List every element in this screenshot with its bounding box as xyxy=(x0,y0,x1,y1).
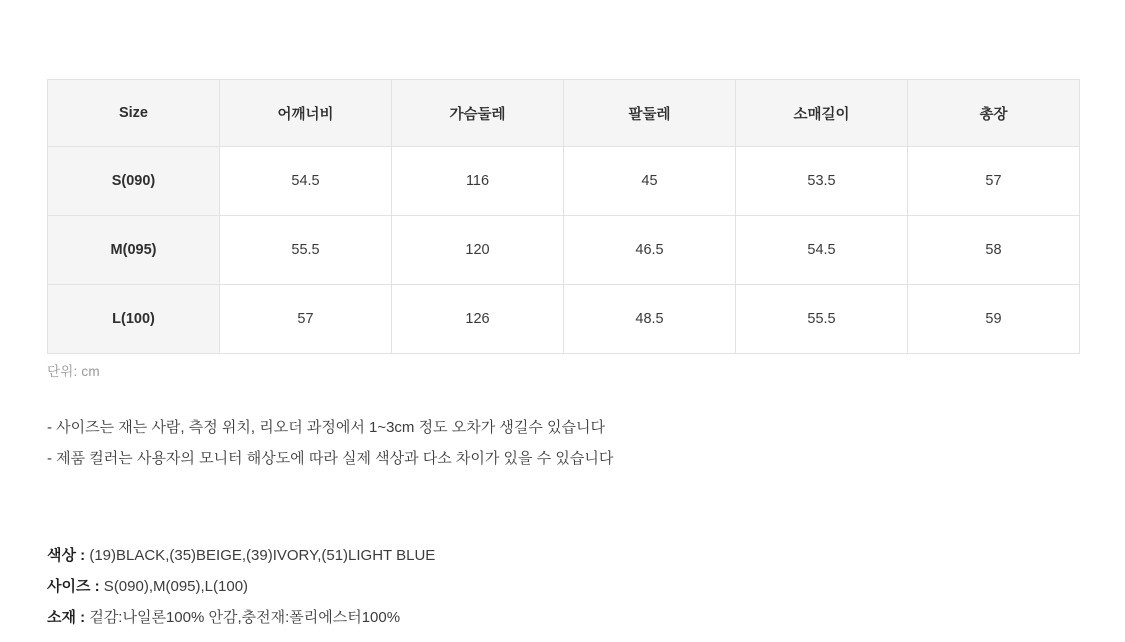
spec-line-size xyxy=(47,571,997,602)
table-cell-sleeve: 53.5 xyxy=(736,147,908,216)
table-cell-length: 59 xyxy=(908,285,1080,354)
note-line-color-difference: - 제품 컬러는 사용자의 모니터 해상도에 따라 실제 색상과 다소 차이가 있을 수 있습니다 xyxy=(47,450,614,467)
spec-label-color: 색상 : xyxy=(47,547,86,564)
table-cell-shoulder: 57 xyxy=(220,285,392,354)
table-cell-length: 58 xyxy=(908,216,1080,285)
size-chart xyxy=(47,79,1079,354)
spec-value-color: (19)BLACK,(35)BEIGE,(39)IVORY,(51)LIGHT BLUE xyxy=(85,547,436,564)
table-cell-arm: 48.5 xyxy=(564,285,736,354)
spec-value-size: S(090),M(095),L(100) xyxy=(99,578,249,595)
spec-line-color xyxy=(47,540,997,571)
table-header-cell-arm: 팔둘레 xyxy=(564,80,736,147)
table-header-cell-size: Size xyxy=(48,80,220,147)
table-cell-chest: 126 xyxy=(392,285,564,354)
table-cell-arm: 45 xyxy=(564,147,736,216)
table-cell-length: 57 xyxy=(908,147,1080,216)
table-header-row xyxy=(48,80,1080,147)
page-bottom-clip xyxy=(0,636,1125,642)
table-cell-sleeve: 54.5 xyxy=(736,216,908,285)
table-cell-chest: 116 xyxy=(392,147,564,216)
spec-line-material xyxy=(47,602,997,633)
size-table xyxy=(47,79,1080,354)
table-cell-arm: 46.5 xyxy=(564,216,736,285)
spec-value-material: 겉감:나일론100% 안감,충전재:폴리에스터100% xyxy=(85,609,401,626)
table-cell-size: L(100) xyxy=(48,285,220,354)
table-cell-size: S(090) xyxy=(48,147,220,216)
note-line-measurement-tolerance: - 사이즈는 재는 사람, 측정 위치, 리오더 과정에서 1~3cm 정도 오차가 생길수 있습니다 xyxy=(47,419,605,436)
product-spec-list xyxy=(47,540,997,633)
table-header-cell-sleeve: 소매길이 xyxy=(736,80,908,147)
table-row xyxy=(48,285,1080,354)
table-header-cell-chest: 가슴둘레 xyxy=(392,80,564,147)
table-cell-shoulder: 54.5 xyxy=(220,147,392,216)
table-cell-size: M(095) xyxy=(48,216,220,285)
table-header-cell-length: 총장 xyxy=(908,80,1080,147)
table-cell-chest: 120 xyxy=(392,216,564,285)
spec-label-size: 사이즈 : xyxy=(47,578,100,595)
table-header-cell-shoulder: 어깨너비 xyxy=(220,80,392,147)
table-cell-sleeve: 55.5 xyxy=(736,285,908,354)
measurement-notes xyxy=(47,412,947,474)
table-row xyxy=(48,216,1080,285)
table-row xyxy=(48,147,1080,216)
unit-note: 단위: cm xyxy=(47,364,100,379)
table-cell-shoulder: 55.5 xyxy=(220,216,392,285)
spec-label-material: 소재 : xyxy=(47,609,86,626)
